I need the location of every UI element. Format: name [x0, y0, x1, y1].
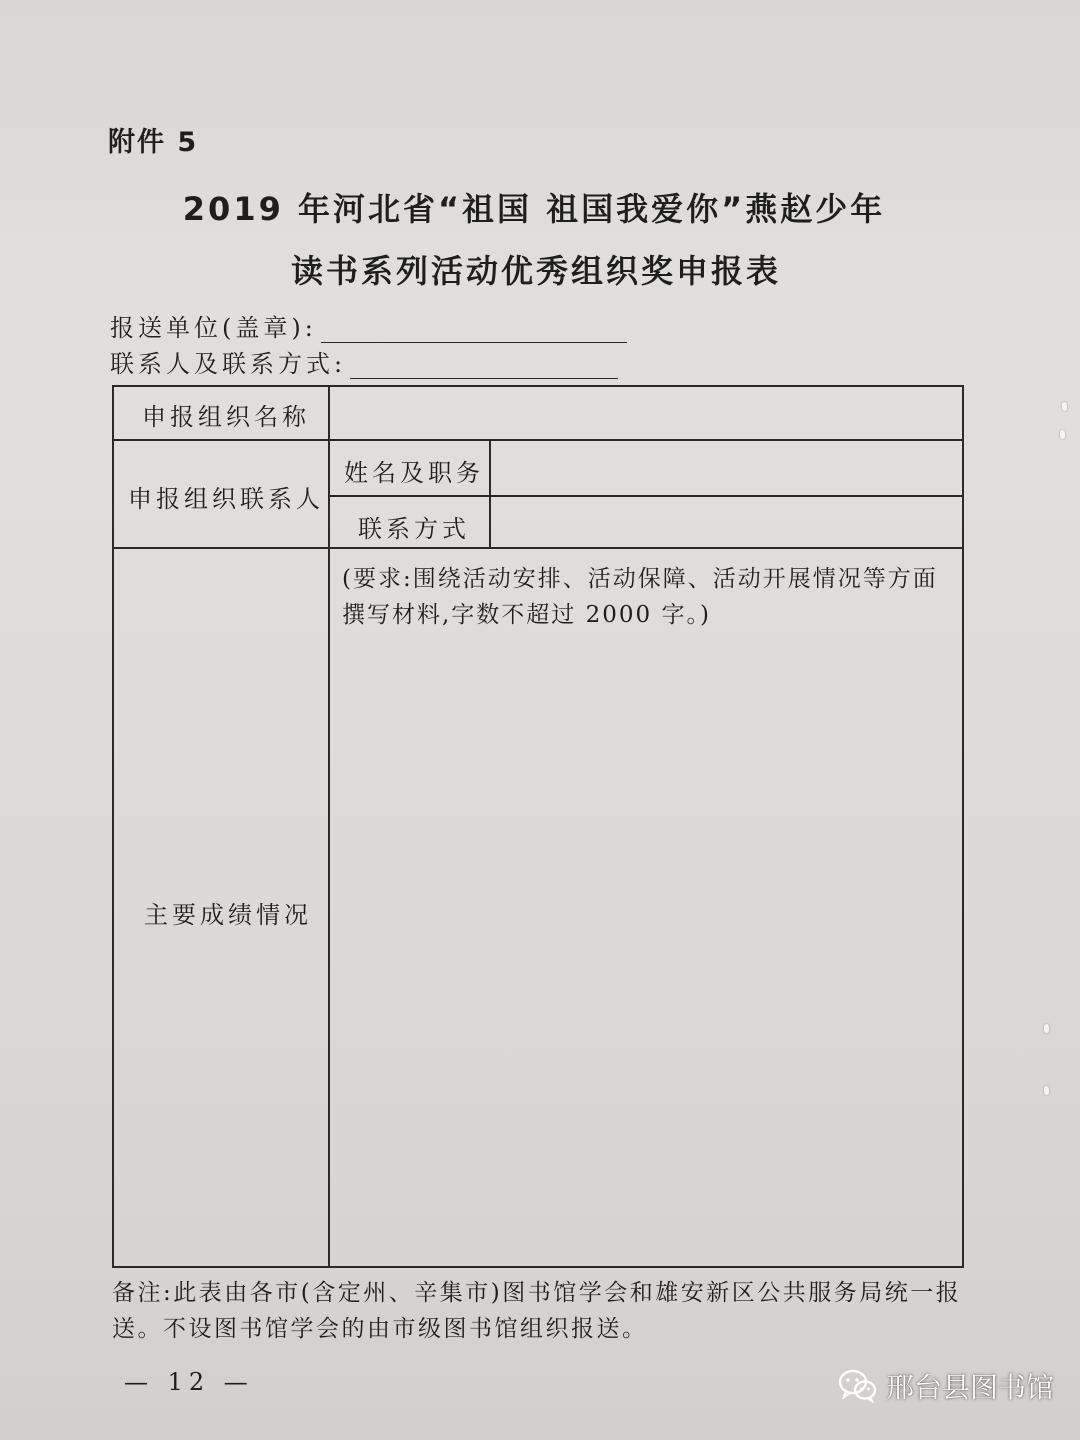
watermark-text: 邢台县图书馆	[886, 1371, 1055, 1404]
punch-mark	[1062, 402, 1067, 411]
punch-mark	[1044, 1024, 1049, 1033]
name-title-value[interactable]	[496, 445, 956, 491]
submitting-unit-row	[110, 308, 627, 343]
punch-mark	[1060, 430, 1065, 439]
application-form-table	[112, 385, 964, 1268]
vertical-divider-contact	[489, 439, 491, 548]
contact-method-label: 联系方式	[358, 515, 470, 543]
org-contact-label: 申报组织联系人	[128, 485, 324, 513]
watermark	[838, 1366, 1054, 1406]
requirement-text: (要求:围绕活动安排、活动保障、活动开展情况等方面撰写材料,字数不超过 2000 字。)	[342, 566, 938, 628]
name-title-label: 姓名及职务	[344, 459, 484, 487]
contact-blank[interactable]	[350, 350, 618, 379]
contact-row	[110, 344, 618, 379]
org-name-value[interactable]	[334, 391, 954, 435]
row-divider-contact-inner	[328, 495, 962, 497]
attachment-label: 附件 5	[108, 127, 199, 158]
achievements-label: 主要成绩情况	[144, 901, 312, 929]
org-name-label: 申报组织名称	[142, 403, 310, 431]
row-divider-2	[114, 547, 962, 549]
title-line-1: 2019 年河北省“祖国 祖国我爱你”燕赵少年	[182, 190, 886, 228]
punch-mark	[1044, 1086, 1049, 1095]
title-line-2: 读书系列活动优秀组织奖申报表	[290, 252, 781, 290]
submitting-unit-blank[interactable]	[321, 314, 627, 343]
contact-label: 联系人及联系方式:	[110, 350, 347, 378]
contact-method-value[interactable]	[496, 501, 956, 543]
row-divider-1	[114, 439, 962, 441]
wechat-icon	[838, 1369, 878, 1403]
page-number: — 12 —	[124, 1368, 254, 1396]
submitting-unit-label: 报送单位(盖章):	[110, 314, 317, 342]
footnote: 备注:此表由各市(含定州、辛集市)图书馆学会和雄安新区公共服务局统一报送。不设图书馆学会的由市级图书馆组织报送。	[112, 1280, 962, 1342]
vertical-divider-main	[328, 387, 330, 1266]
